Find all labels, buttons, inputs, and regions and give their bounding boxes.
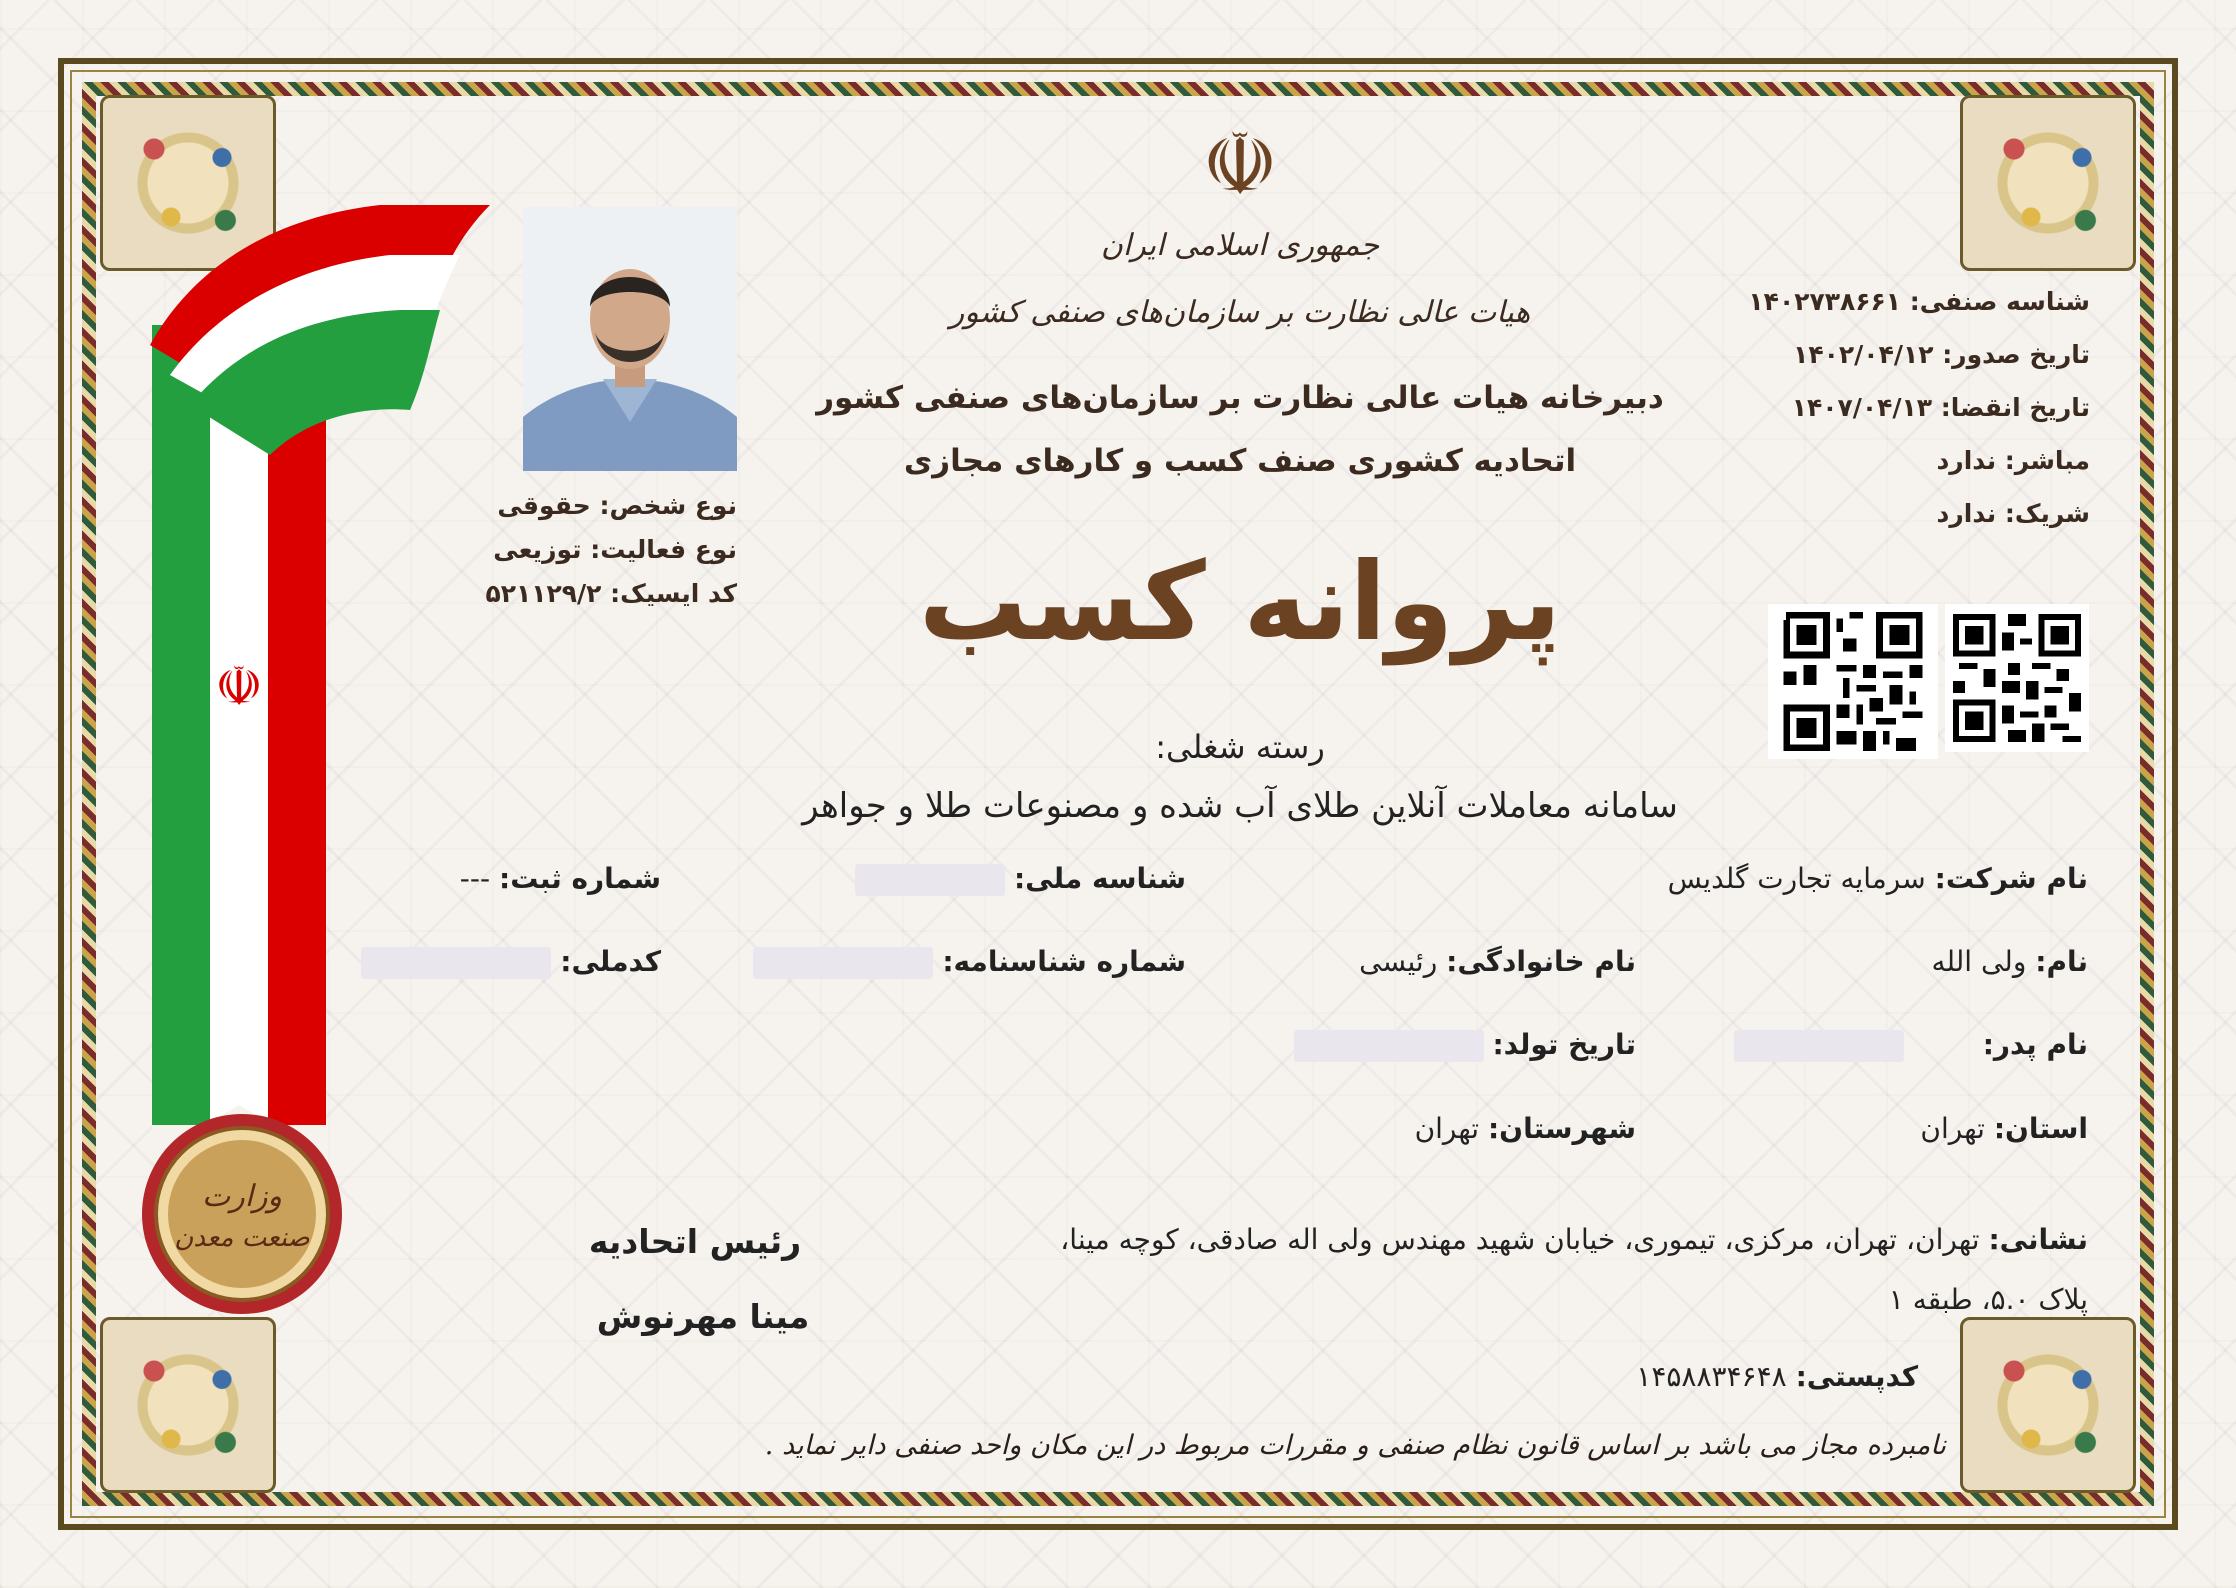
- activity-type: نوع فعالیت: توزیعی: [493, 535, 737, 564]
- first-name-field: [1931, 945, 2088, 978]
- license-meta: [1690, 275, 2090, 540]
- city-field: [1415, 1112, 1636, 1145]
- board-name: هیات عالی نظارت بر سازمان‌های صنفی کشور: [949, 295, 1531, 330]
- reg-number-value: ---: [459, 862, 491, 895]
- province-label: استان:: [1993, 1112, 2088, 1145]
- first-name-label: نام:: [2035, 945, 2088, 978]
- isic-code: کد ایسیک: ۵۲۱۱۲۹/۲: [485, 579, 737, 608]
- id-number-field: [753, 945, 1186, 979]
- national-id-redacted: [855, 864, 1005, 896]
- last-name-label: نام خانوادگی:: [1446, 945, 1636, 978]
- person-info: [437, 484, 737, 616]
- partner: شریک: ندارد: [1936, 499, 2090, 528]
- last-name-field: [1359, 945, 1636, 978]
- national-code-label: کدملی:: [560, 945, 661, 978]
- flag-ribbon: [140, 195, 500, 1265]
- category-value: سامانه معاملات آنلاین طلای آب شده و مصنوعات طلا و جواهر: [802, 786, 1678, 826]
- reg-number-label: شماره ثبت:: [499, 862, 661, 895]
- footer-note: نامبرده مجاز می باشد بر اساس قانون نظام صنفی و مقررات مربوط در این مکان واحد صنفی دایر نماید .: [764, 1430, 1946, 1461]
- company-field: [1668, 862, 2088, 895]
- emblem-icon: [1190, 112, 1290, 212]
- signatory-role: رئیس اتحادیه: [588, 1222, 802, 1261]
- company-value: سرمایه تجارت گلدیس: [1667, 862, 1926, 895]
- secretariat-name: دبیرخانه هیات عالی نظارت بر سازمان‌های صنفی کشور: [816, 380, 1664, 416]
- national-id-label: شناسه ملی:: [1013, 862, 1186, 895]
- postal-field: [1636, 1360, 1918, 1393]
- guild-id: شناسه صنفی: ۱۴۰۲۷۳۸۶۶۱: [1748, 287, 2090, 316]
- father-redacted: [1734, 1030, 1904, 1062]
- city-value: تهران: [1414, 1112, 1480, 1145]
- national-id-field: [855, 862, 1186, 896]
- postal-value: ۱۴۵۸۸۳۴۶۴۸: [1636, 1360, 1787, 1393]
- id-number-label: شماره شناسنامه:: [942, 945, 1186, 978]
- company-label: نام شرکت:: [1934, 862, 2088, 895]
- birth-redacted: [1294, 1030, 1484, 1062]
- birth-label: تاریخ تولد:: [1492, 1028, 1636, 1061]
- page-title: پروانه کسب: [918, 540, 1562, 665]
- address-label: نشانی:: [1988, 1223, 2088, 1256]
- province-field: [1920, 1112, 2088, 1145]
- address-line2: پلاک ۵.۰، طبقه ۱: [1888, 1283, 2088, 1316]
- applicant-photo: [523, 207, 737, 471]
- ministry-seal: [138, 1110, 346, 1318]
- corner-ornament-bottom-right: [1960, 1317, 2136, 1493]
- id-number-redacted: [753, 947, 933, 979]
- svg-text:☫: ☫: [214, 655, 264, 718]
- birth-field: [1294, 1028, 1636, 1062]
- qr-code-icon[interactable]: [1768, 604, 1938, 759]
- corner-ornament-bottom-left: [100, 1317, 276, 1493]
- province-value: تهران: [1920, 1112, 1985, 1145]
- postal-label: کدپستی:: [1795, 1360, 1918, 1393]
- national-code-field: [361, 945, 661, 979]
- gov-name: جمهوری اسلامی ایران: [1100, 228, 1380, 263]
- manager: مباشر: ندارد: [1936, 446, 2090, 475]
- expiry-date: تاریخ انقضا: ۱۴۰۷/۰۴/۱۳: [1791, 393, 2090, 422]
- category-label: رسته شغلی:: [1155, 728, 1325, 766]
- address-field: [968, 1210, 2088, 1330]
- address-line1: تهران، تهران، مرکزی، تیموری، خیابان شهید مهندس ولی اله صادقی، کوچه مینا،: [1060, 1223, 1980, 1256]
- svg-text:صنعت معدن: صنعت معدن: [174, 1223, 310, 1253]
- qr-code-small-icon[interactable]: [1945, 604, 2089, 752]
- person-type: نوع شخص: حقوقی: [497, 491, 737, 520]
- corner-ornament-top-right: [1960, 95, 2136, 271]
- reg-number-field: [460, 862, 661, 895]
- city-label: شهرستان:: [1487, 1112, 1636, 1145]
- last-name-value: رئیسی: [1359, 945, 1438, 978]
- union-name: اتحادیه کشوری صنف کسب و کارهای مجازی: [903, 443, 1577, 479]
- father-field: [1734, 1028, 2088, 1062]
- father-label: نام پدر:: [1982, 1028, 2088, 1061]
- svg-text:وزارت: وزارت: [201, 1179, 283, 1214]
- first-name-value: ولی الله: [1931, 945, 2027, 978]
- issue-date: تاریخ صدور: ۱۴۰۲/۰۴/۱۲: [1793, 340, 2090, 369]
- national-code-redacted: [361, 947, 551, 979]
- svg-text:☫: ☫: [1201, 115, 1279, 212]
- signatory-name: مینا مهرنوش: [596, 1297, 810, 1336]
